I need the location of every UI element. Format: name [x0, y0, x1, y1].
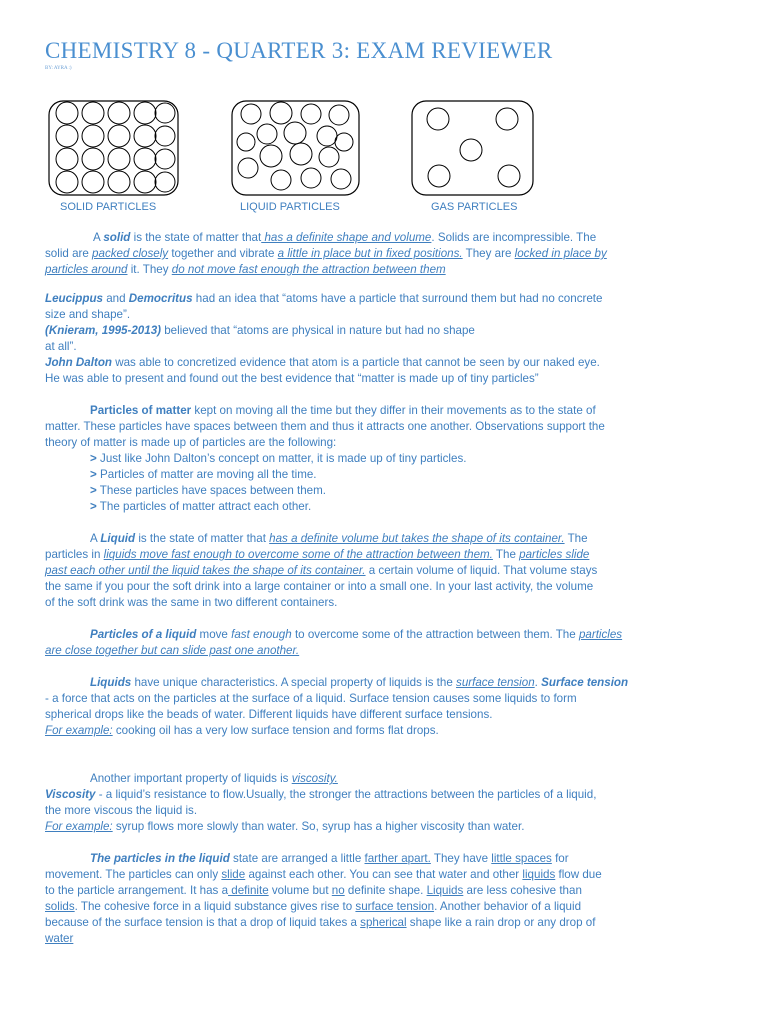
history-paragraph [45, 291, 725, 387]
text: . [534, 676, 542, 689]
liquid-paragraph [45, 531, 725, 611]
text: because of the surface tension is that a drop of liquid takes a [45, 916, 361, 929]
text: state are arranged a little [229, 852, 365, 865]
list-item [45, 451, 725, 467]
term-particles-of-matter: Particles of matter [90, 404, 192, 417]
list-item-text: These particles have spaces between them. [99, 484, 326, 497]
text: of the soft drink was the same in two different containers. [45, 596, 338, 609]
underlined-text: surface tension [456, 676, 535, 689]
text: is the state of matter that [130, 231, 262, 244]
text: syrup flows more slowly than water. So, syrup has a higher viscosity than water. [112, 820, 525, 833]
text: flow due [555, 868, 602, 881]
underlined-text: slide [221, 868, 246, 881]
term-liquid: Liquid [100, 532, 136, 545]
list-item [45, 467, 725, 483]
list-marker: > [90, 468, 97, 481]
underlined-text: Liquids [426, 884, 464, 897]
text: movement. The particles can only [45, 868, 222, 881]
underlined-text: viscosity. [291, 772, 338, 785]
underlined-text: particles [578, 628, 623, 641]
text: The [492, 548, 520, 561]
liquid-particles-paragraph [45, 627, 725, 659]
text: volume but [268, 884, 332, 897]
underlined-text: are close together but can slide past one another. [45, 644, 300, 657]
underlined-text: has a definite volume but takes the shape of its container. [269, 532, 565, 545]
list-item [45, 483, 725, 499]
list-marker: > [90, 484, 97, 497]
text: are less cohesive than [463, 884, 582, 897]
text: They have [430, 852, 492, 865]
liquid-particles-caption: LIQUID PARTICLES [240, 201, 340, 213]
text: move [196, 628, 232, 641]
underlined-text: packed closely [92, 247, 169, 260]
underlined-text: spherical [360, 916, 407, 929]
text: theory of matter is made up of particles are the following: [45, 436, 337, 449]
list-item-text: The particles of matter attract each other. [99, 500, 312, 513]
text: kept on moving all the time but they differ in their movements as to the state of [191, 404, 596, 417]
text: A [93, 231, 104, 244]
text: spherical drops like the beads of water. Different liquids have different surface tensions. [45, 708, 493, 721]
gas-particles-caption: GAS PARTICLES [431, 201, 518, 213]
text: They are [462, 247, 515, 260]
text: cooking oil has a very low surface tension and forms flat drops. [112, 724, 439, 737]
underlined-text: no [331, 884, 345, 897]
text: to the particle arrangement. It has a [45, 884, 229, 897]
term-solid: solid [103, 231, 131, 244]
underlined-text: farther apart. [364, 852, 431, 865]
underlined-text: particles around [45, 263, 128, 276]
text: . Another behavior of a liquid [434, 900, 582, 913]
text: is the state of matter that [135, 532, 270, 545]
underlined-text: liquids [522, 868, 556, 881]
arrangement-paragraph [45, 851, 725, 947]
text: . The cohesive force in a liquid substance gives rise to [74, 900, 356, 913]
text: particles in [45, 548, 104, 561]
term-particles-of-a-liquid: Particles of a liquid [90, 628, 197, 641]
underlined-text: liquids move fast enough to overcome some of the attraction between them. [103, 548, 493, 561]
text: solid are [45, 247, 93, 260]
text: size and shape”. [45, 308, 131, 321]
underlined-text: water [45, 932, 74, 945]
underlined-text: locked in place by [514, 247, 607, 260]
text: have unique characteristics. A special property of liquids is the [131, 676, 457, 689]
text: to overcome some of the attraction between them. The [291, 628, 579, 641]
text: . Solids are incompressible. The [431, 231, 597, 244]
text: was able to concretized evidence that atom is a particle that cannot be seen by our naked eye. [111, 356, 600, 369]
citation-knieram: (Knieram, 1995-2013) [45, 324, 161, 337]
text: had an idea that “atoms have a particle that surround them but had no concrete [192, 292, 603, 305]
text: a certain volume of liquid. That volume stays [365, 564, 598, 577]
page-title: CHEMISTRY 8 - QUARTER 3: EXAM REVIEWER [45, 38, 553, 63]
text: against each other. You can see that water and other [245, 868, 523, 881]
term-particles-in-liquid: The particles in the liquid [90, 852, 230, 865]
gas-particles-diagram [411, 100, 535, 197]
term-surface-tension: Surface tension [541, 676, 629, 689]
text: - a liquid’s resistance to flow.Usually, the stronger the attractions between the particles of a liquid, [95, 788, 597, 801]
underlined-text: has a definite shape and volume [261, 231, 432, 244]
solid-particles-diagram [48, 100, 180, 197]
text: matter. These particles have spaces between them and thus it attracts one another. Observations support the [45, 420, 605, 433]
text: for [551, 852, 569, 865]
underlined-text: a little in place but in fixed positions. [277, 247, 463, 260]
italic-text: fast enough [231, 628, 292, 641]
text: The [564, 532, 588, 545]
liquid-particles-diagram [231, 100, 361, 197]
solid-paragraph [45, 230, 725, 278]
list-item-text: Just like John Dalton’s concept on matter, it is made up of tiny particles. [100, 452, 467, 465]
text: shape like a rain drop or any drop of [406, 916, 596, 929]
underlined-text: solids [45, 900, 75, 913]
text: Another important property of liquids is [90, 772, 292, 785]
solid-particles-caption: SOLID PARTICLES [60, 201, 157, 213]
text: the more viscous the liquid is. [45, 804, 198, 817]
name-leucippus: Leucippus [45, 292, 103, 305]
name-democritus: Democritus [128, 292, 193, 305]
name-john-dalton: John Dalton [45, 356, 112, 369]
list-item-text: Particles of matter are moving all the time. [100, 468, 317, 481]
text: A [90, 532, 101, 545]
list-marker: > [90, 452, 97, 465]
underlined-text: surface tension [355, 900, 435, 913]
list-marker: > [90, 500, 97, 513]
example-label: For example: [45, 820, 113, 833]
text: believed that “atoms are physical in nature but had no shape [161, 324, 475, 337]
byline: BY: AYRA :) [45, 66, 72, 71]
underlined-text: particles slide [519, 548, 590, 561]
surface-tension-paragraph [45, 675, 725, 739]
example-label: For example: [45, 724, 113, 737]
text: the same if you pour the soft drink into a large container or into a small one. In your last activity, the volume [45, 580, 594, 593]
text: definite shape. [344, 884, 427, 897]
particles-paragraph [45, 403, 725, 515]
term-viscosity: Viscosity [45, 788, 96, 801]
text: at all”. [45, 340, 77, 353]
underlined-text: past each other until the liquid takes the shape of its container. [45, 564, 366, 577]
viscosity-paragraph [45, 771, 725, 835]
underlined-text: definite [228, 884, 269, 897]
text: it. They [127, 263, 172, 276]
term-liquids: Liquids [90, 676, 132, 689]
list-item [45, 499, 725, 515]
underlined-text: do not move fast enough the attraction between them [171, 263, 446, 276]
text: - a force that acts on the particles at the surface of a liquid. Surface tension causes some liquids to form [45, 692, 577, 705]
underlined-text: little spaces [491, 852, 552, 865]
text: He was able to present and found out the best evidence that “matter is made up of tiny particles” [45, 372, 539, 385]
text: together and vibrate [168, 247, 278, 260]
text: and [102, 292, 129, 305]
